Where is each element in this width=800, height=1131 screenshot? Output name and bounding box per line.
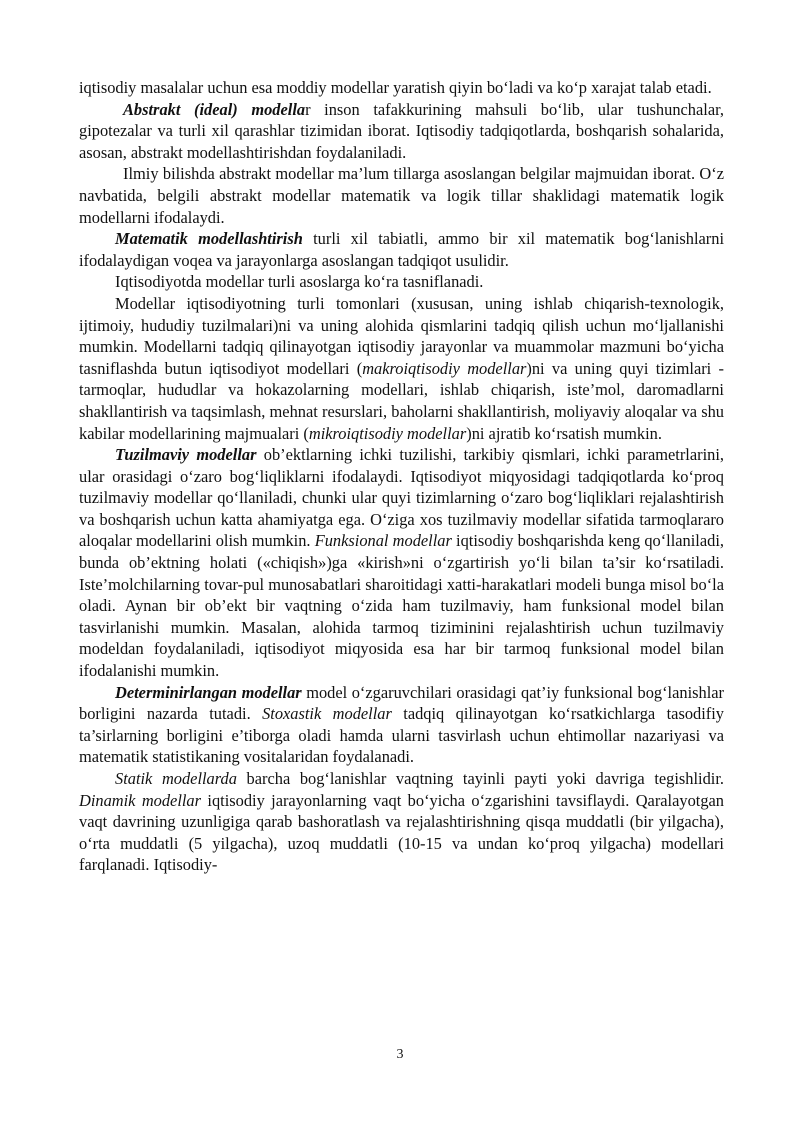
paragraph bbox=[79, 768, 724, 876]
text-run: )ni va uning quyi tizimlari - tarmoqlar, hududlar va hokazolarning modellari, ishlab chiqarish, iste’mol, daromadlarni shakllantirish va taqsimlash, mehnat resurslari, baholarni shakllantirish, moliyaviy aloqalar va shu kabilar modellarining majmualari ( bbox=[79, 358, 724, 443]
page-number: 3 bbox=[396, 1047, 404, 1062]
term-italic: makroiqtisodiy modellar bbox=[362, 358, 527, 378]
term-italic: Dinamik modellar bbox=[79, 790, 202, 810]
paragraph bbox=[79, 77, 724, 99]
paragraph bbox=[79, 444, 724, 682]
term-bold-italic: Tuzilmaviy modellar bbox=[115, 445, 257, 465]
term-bold-italic: Determinirlangan modellar bbox=[115, 682, 302, 702]
document-page bbox=[79, 77, 724, 876]
text-run: model o‘zgaruvchilari orasidagi qat’iy funksional bog‘lanishlar borligini nazarda tutadi. bbox=[79, 682, 724, 724]
text-run: ob’ektlarning ichki tuzilishi, tarkibiy qismlari, ichki parametrlarini, ular orasidagi o‘zaro bog‘liqliklarni ifodalaydi. Iqtisodiyot miqyosidagi tadqiqotlarda ko‘proq tuzilmaviy modellar qo‘llaniladi, chunki ular quyi tizimlarning o‘zaro bog‘liqliklari rejalashtirish va boshqarish uchun katta ahamiyatga ega. O‘ziga xos tuzilmaviy modellar sifatida tarmoqlararo aloqalar modellarini olish mumkin. bbox=[79, 445, 724, 551]
text-run: tadqiq qilinayotgan ko‘rsatkichlarga tasodifiy ta’sirlarning borligini e’tiborga oladi hamda ularni tasvirlash uchun ehtimollar nazariyasi va matematik statistikaning vositalaridan foydalanadi. bbox=[79, 704, 724, 767]
paragraph bbox=[79, 228, 724, 271]
paragraph bbox=[79, 163, 724, 228]
term-italic: mikroiqtisodiy modellar bbox=[308, 423, 467, 443]
text-run: Ilmiy bilishda abstrakt modellar ma’lum tillarga asoslangan belgilar majmuidan iborat. O‘z navbatida, belgili abstrakt modellar matematik va logik tillar shaklidagi matematik logik modellarni ifodalaydi. bbox=[79, 164, 724, 227]
text-run: Iqtisodiyotda modellar turli asoslarga ko‘ra tasniflanadi. bbox=[115, 272, 484, 292]
text-run: Modellar iqtisodiyotning turli tomonlari (xususan, uning ishlab chiqarish-texnologik, ijtimoiy, hududiy tuzilmalari)ni va uning alohida qismlarini tadqiq qilish uchun mo‘ljallanishi mumkin. Modellarni tadqiq qilinayotgan iqtisodiy jarayonlar va muammolar mazmuni bo‘yicha tasniflashda butun iqtisodiyot modellari ( bbox=[79, 293, 724, 378]
paragraph bbox=[79, 293, 724, 444]
text-run: turli xil tabiatli, ammo bir xil matematik bog‘lanishlarni ifodalaydigan voqea va jarayonlarga asoslangan tadqiqot usulidir. bbox=[79, 229, 724, 270]
text-run: barcha bog‘lanishlar vaqtning tayinli payti yoki davriga tegishlidir. bbox=[236, 769, 724, 788]
text-run: iqtisodiy jarayonlarning vaqt bo‘yicha o‘zgarishini tavsiflaydi. Qaralayotgan vaqt davrining uzunligiga qarab bashoratlash va rejalashtirishning qisqa muddatli (bir yilgacha), o‘rta muddatli (5 yilgacha), uzoq muddatli (10-15 va undan ko‘proq yilgacha) modellari farqlanadi. Iqtisodiy- bbox=[79, 790, 724, 875]
text-run: r inson tafakkurining mahsuli bo‘lib, ular tushunchalar, gipotezalar va turli xil qarashlar tizimidan iborat. Iqtisodiy tadqiqotlarda, boshqarish sohalarida, asosan, abstrakt modellashtirishdan foydalaniladi. bbox=[79, 99, 724, 162]
text-run: )ni ajratib ko‘rsatish mumkin. bbox=[466, 423, 662, 443]
term-italic: Stoxastik modellar bbox=[262, 704, 392, 724]
term-italic: Funksional modellar bbox=[314, 531, 452, 551]
paragraph bbox=[79, 99, 724, 164]
term-italic: Statik modellarda bbox=[115, 769, 237, 788]
term-bold-italic: Abstrakt (ideal) modella bbox=[123, 99, 306, 119]
paragraph bbox=[79, 271, 724, 293]
paragraph bbox=[79, 682, 724, 768]
text-run: iqtisodiy masalalar uchun esa moddiy modellar yaratish qiyin bo‘ladi va ko‘p xarajat talab etadi. bbox=[79, 78, 712, 97]
term-bold-italic: Matematik modellashtirish bbox=[115, 229, 303, 249]
text-run: iqtisodiy boshqarishda keng qo‘llaniladi, bunda ob’ektning holati («chiqish»)ga «kirish»ni o‘zgartirish yo‘li bilan ta’sir ko‘rsatiladi. Iste’molchilarning tovar-pul munosabatlari sharoitidagi xatti-harakatlari modeli bunga misol bo‘la oladi. Aynan bir ob’ekt bir vaqtning o‘zida ham tuzilmaviy, ham funksional model bilan tasvirlanishi mumkin. Masalan, alohida tarmoq tiziminini rejalashtirish uchun tuzilmaviy modeldan foydalaniladi, iqtisodiyot miqyosida esa har bir tarmoq funksional model bilan ifodalanishi mumkin. bbox=[79, 531, 724, 681]
